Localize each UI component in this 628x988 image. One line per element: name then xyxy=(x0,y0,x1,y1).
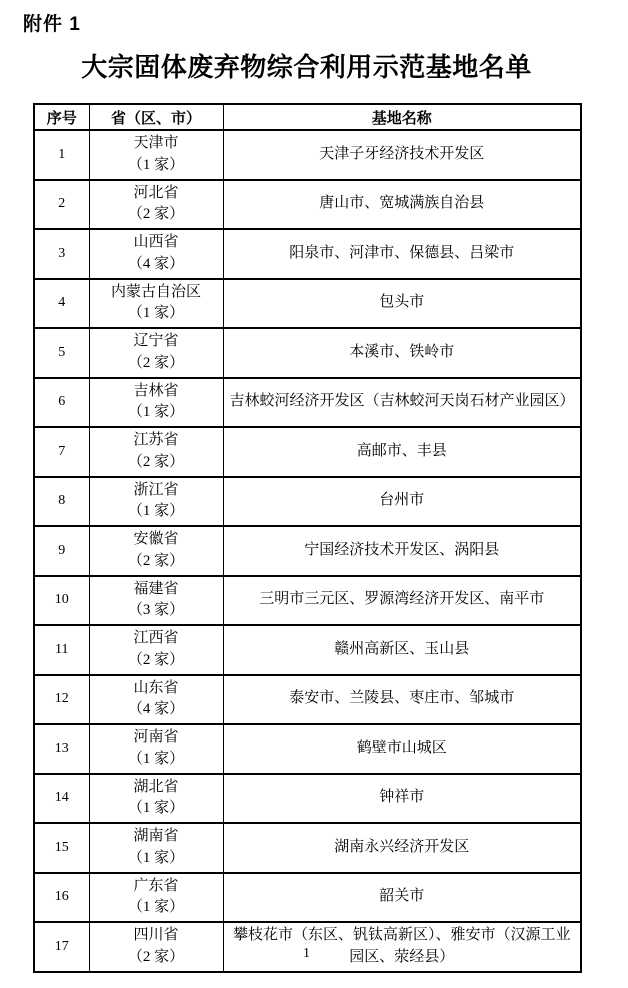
province-cell xyxy=(89,229,223,279)
base-table xyxy=(33,103,582,973)
row-number: 15 xyxy=(34,823,89,873)
row-number: 6 xyxy=(34,378,89,428)
base-names: 攀枝花市（东区、钒钛高新区）、雅安市（汉源工业园区、荥经县） xyxy=(223,922,581,972)
row-number: 1 xyxy=(34,130,89,180)
table-row xyxy=(34,427,581,477)
table-row xyxy=(34,229,581,279)
province-count: （4 家） xyxy=(127,255,185,272)
province-name: 江苏省 xyxy=(133,432,179,448)
province-name: 山东省 xyxy=(133,679,179,696)
header-no: 序号 xyxy=(34,104,89,130)
row-number: 17 xyxy=(34,922,89,972)
province-count: （1 家） xyxy=(127,750,185,767)
province-name: 四川省 xyxy=(133,927,179,943)
row-number: 3 xyxy=(34,229,89,279)
province-cell xyxy=(89,378,223,428)
row-number: 13 xyxy=(34,724,89,774)
row-number: 16 xyxy=(34,873,89,923)
province-count: （3 家） xyxy=(127,602,185,619)
base-names: 天津子牙经济技术开发区 xyxy=(223,130,581,180)
base-names: 泰安市、兰陵县、枣庄市、邹城市 xyxy=(223,675,581,725)
row-number: 11 xyxy=(34,625,89,675)
page-title: 大宗固体废弃物综合利用示范基地名单 xyxy=(81,52,532,82)
page-number: 1 xyxy=(303,946,310,961)
province-name: 安徽省 xyxy=(133,531,179,547)
province-cell xyxy=(89,873,223,923)
base-names: 台州市 xyxy=(223,477,581,527)
header-province: 省（区、市） xyxy=(89,104,223,130)
base-names: 阳泉市、河津市、保德县、吕梁市 xyxy=(223,229,581,279)
table-row xyxy=(34,625,581,675)
province-count: （2 家） xyxy=(127,354,185,371)
province-name: 福建省 xyxy=(133,580,179,597)
base-names: 钟祥市 xyxy=(223,774,581,824)
base-names: 本溪市、铁岭市 xyxy=(223,328,581,378)
table-row xyxy=(34,526,581,576)
table-row xyxy=(34,328,581,378)
province-count: （2 家） xyxy=(127,206,185,223)
base-names: 高邮市、丰县 xyxy=(223,427,581,477)
province-count: （1 家） xyxy=(127,404,185,421)
province-count: （4 家） xyxy=(127,701,185,718)
province-count: （1 家） xyxy=(127,503,185,520)
province-cell xyxy=(89,675,223,725)
province-count: （1 家） xyxy=(127,849,185,866)
province-cell xyxy=(89,130,223,180)
row-number: 2 xyxy=(34,180,89,230)
table-row xyxy=(34,477,581,527)
province-cell xyxy=(89,823,223,873)
base-names: 宁国经济技术开发区、涡阳县 xyxy=(223,526,581,576)
row-number: 7 xyxy=(34,427,89,477)
base-names: 唐山市、宽城满族自治县 xyxy=(223,180,581,230)
row-number: 8 xyxy=(34,477,89,527)
province-name: 湖北省 xyxy=(133,778,179,795)
province-cell xyxy=(89,724,223,774)
table-row xyxy=(34,378,581,428)
province-cell xyxy=(89,625,223,675)
province-count: （2 家） xyxy=(127,948,185,965)
table-row xyxy=(34,823,581,873)
province-name: 江西省 xyxy=(133,630,179,646)
row-number: 12 xyxy=(34,675,89,725)
province-name: 河南省 xyxy=(133,729,179,745)
province-cell xyxy=(89,328,223,378)
base-names: 吉林蛟河经济开发区（吉林蛟河天岗石材产业园区） xyxy=(223,378,581,428)
province-name: 河北省 xyxy=(133,184,179,201)
table-row xyxy=(34,675,581,725)
base-names: 鹤壁市山城区 xyxy=(223,724,581,774)
table-row xyxy=(34,774,581,824)
province-cell xyxy=(89,180,223,230)
base-names: 韶关市 xyxy=(223,873,581,923)
row-number: 10 xyxy=(34,576,89,626)
table-row xyxy=(34,180,581,230)
province-cell xyxy=(89,427,223,477)
attachment-label: 附件 1 xyxy=(23,14,81,35)
table-row xyxy=(34,724,581,774)
province-name: 浙江省 xyxy=(133,481,179,498)
province-cell xyxy=(89,279,223,329)
header-base-name: 基地名称 xyxy=(223,104,581,130)
province-name: 内蒙古自治区 xyxy=(110,283,201,300)
province-cell xyxy=(89,526,223,576)
province-count: （1 家） xyxy=(127,899,185,916)
province-count: （1 家） xyxy=(127,800,185,817)
row-number: 4 xyxy=(34,279,89,329)
table-row xyxy=(34,279,581,329)
province-cell xyxy=(89,576,223,626)
row-number: 9 xyxy=(34,526,89,576)
base-names: 三明市三元区、罗源湾经济开发区、南平市 xyxy=(223,576,581,626)
row-number: 14 xyxy=(34,774,89,824)
province-count: （2 家） xyxy=(127,651,185,668)
province-cell xyxy=(89,477,223,527)
base-names: 包头市 xyxy=(223,279,581,329)
header-row xyxy=(34,104,581,130)
table-row xyxy=(34,130,581,180)
province-name: 山西省 xyxy=(133,234,179,250)
province-name: 天津市 xyxy=(133,135,179,151)
province-count: （1 家） xyxy=(127,305,185,322)
province-count: （2 家） xyxy=(127,453,185,470)
province-cell xyxy=(89,774,223,824)
province-name: 湖南省 xyxy=(133,828,179,844)
base-names: 赣州高新区、玉山县 xyxy=(223,625,581,675)
base-names: 湖南永兴经济开发区 xyxy=(223,823,581,873)
base-table-body xyxy=(34,130,581,972)
province-name: 吉林省 xyxy=(133,382,179,399)
province-count: （2 家） xyxy=(127,552,185,569)
table-row xyxy=(34,576,581,626)
province-count: （1 家） xyxy=(127,156,185,173)
province-name: 广东省 xyxy=(133,877,179,894)
table-row xyxy=(34,873,581,923)
row-number: 5 xyxy=(34,328,89,378)
province-name: 辽宁省 xyxy=(133,333,179,349)
